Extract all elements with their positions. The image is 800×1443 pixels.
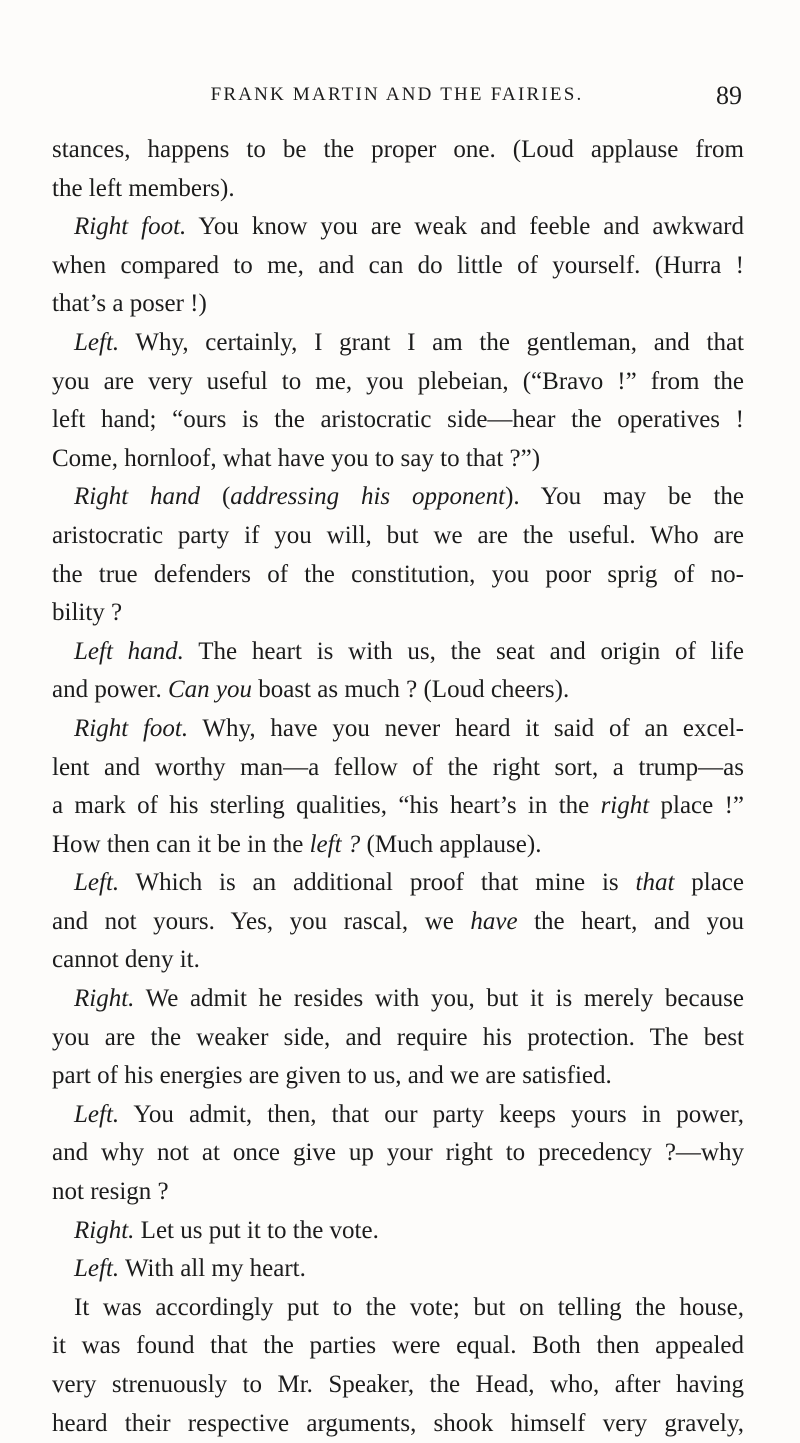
text-line [52,1173,744,1212]
text-segment: the true defenders of the constitution, you poor sprig of no- [52,560,744,588]
page-number: 89 [716,81,742,110]
text-line [52,1289,744,1328]
italic-text-segment: addressing his opponent [230,483,506,511]
text-segment: you are the weaker side, and require his protection. The best [52,1023,744,1051]
text-segment: cannot deny it. [52,946,200,974]
text-line [52,363,744,402]
text-line [52,903,744,942]
text-line [52,247,744,286]
text-line [52,208,744,247]
text-line [52,324,744,363]
text-line [52,749,744,788]
text-segment: very strenuously to Mr. Speaker, the Head, who, after having [52,1371,744,1398]
text-line [52,710,744,749]
italic-text-segment: Right foot. [74,714,189,742]
text-line [52,556,744,595]
text-segment: part of his energies are given to us, and we are satisfied. [52,1062,612,1090]
text-segment: How then can it be in the [52,830,310,858]
text-segment: the heart, and you [517,907,745,935]
text-line [52,1250,744,1289]
text-segment: boast as much ? (Loud cheers). [251,676,570,704]
text-segment: the left members). [52,174,235,202]
text-segment: bility ? [52,599,123,627]
italic-text-segment: that [635,869,675,897]
text-segment: and power. [52,676,168,704]
text-line [52,826,744,865]
text-line [52,401,744,440]
text-line [52,594,744,633]
text-segment: that’s a poser !) [52,290,207,318]
text-line [52,517,744,556]
text-segment: place [674,869,745,897]
text-segment: left hand; “ours is the aristocratic side—hear the operatives ! [52,406,744,434]
text-line [52,1134,744,1173]
text-line [52,864,744,903]
text-segment: ). You may be the [505,483,744,511]
text-line [52,285,744,324]
text-line [52,170,744,209]
text-segment: (Much applause). [360,830,542,858]
page-body-text [52,131,744,1443]
text-segment: Come, hornloof, what have you to say to that ?”) [52,444,541,472]
text-line [52,478,744,517]
italic-text-segment: Can you [167,676,252,704]
text-segment: and not yours. Yes, you rascal, we [52,907,471,935]
italic-text-segment: Right. [74,985,135,1013]
text-segment: We admit he resides with you, but it is merely because [134,985,744,1013]
text-segment: when compared to me, and can do little of yourself. (Hurra ! [52,251,744,279]
text-line [52,787,744,826]
text-line [52,1366,744,1405]
text-segment: Why, certainly, I grant I am the gentleman, and that [119,328,744,356]
page-header [52,81,742,118]
italic-text-segment: Left. [74,328,120,356]
text-segment: It was accordingly put to the vote; but on telling the house, [74,1293,744,1321]
italic-text-segment: Right. [74,1216,135,1244]
text-line [52,671,744,710]
text-segment: Why, have you never heard it said of an excel- [188,714,744,742]
italic-text-segment: Left. [74,869,120,897]
text-segment: With all my heart. [119,1255,306,1283]
text-line [52,1405,744,1443]
running-title: FRANK MARTIN AND THE FAIRIES. [210,84,584,105]
text-line [52,1327,744,1366]
text-segment: heard their respective arguments, shook himself very gravely, [52,1409,744,1437]
italic-text-segment: right [600,792,650,820]
text-segment: place !” [649,792,744,820]
text-line [52,1057,744,1096]
text-segment: You know you are weak and feeble and awkward [186,213,744,241]
text-segment: aristocratic party if you will, but we are the useful. Who are [52,521,744,549]
text-segment: lent and worthy man—a fellow of the right sort, a trump—as [52,753,744,781]
italic-text-segment: have [470,907,518,935]
text-line [52,1019,744,1058]
italic-text-segment: Left hand. [74,637,184,665]
text-line [52,440,744,479]
text-segment: The heart is with us, the seat and origin of life [183,637,744,665]
text-line [52,1096,744,1135]
text-segment: not resign ? [52,1178,169,1206]
text-segment: ( [200,483,231,511]
italic-text-segment: Right hand [74,483,201,511]
text-segment: and why not at once give up your right to precedency ?—why [52,1139,744,1167]
text-line [52,131,744,170]
text-segment: Let us put it to the vote. [134,1216,379,1244]
text-segment: you are very useful to me, you plebeian, (“Bravo !” from the [52,367,744,395]
text-segment: it was found that the parties were equal. Both then appealed [52,1332,744,1360]
text-segment: You admit, then, that our party keeps yours in power, [119,1100,744,1128]
italic-text-segment: Left. [74,1255,120,1283]
text-line [52,633,744,672]
text-line [52,941,744,980]
text-line [52,1212,744,1251]
italic-text-segment: Left. [74,1100,120,1128]
text-segment: Which is an additional proof that mine is [119,869,636,897]
italic-text-segment: Right foot. [74,213,187,241]
text-segment: stances, happens to be the proper one. (Loud applause from [52,136,744,163]
italic-text-segment: left ? [309,830,361,858]
text-segment: a mark of his sterling qualities, “his heart’s in the [52,792,601,820]
text-line [52,980,744,1019]
